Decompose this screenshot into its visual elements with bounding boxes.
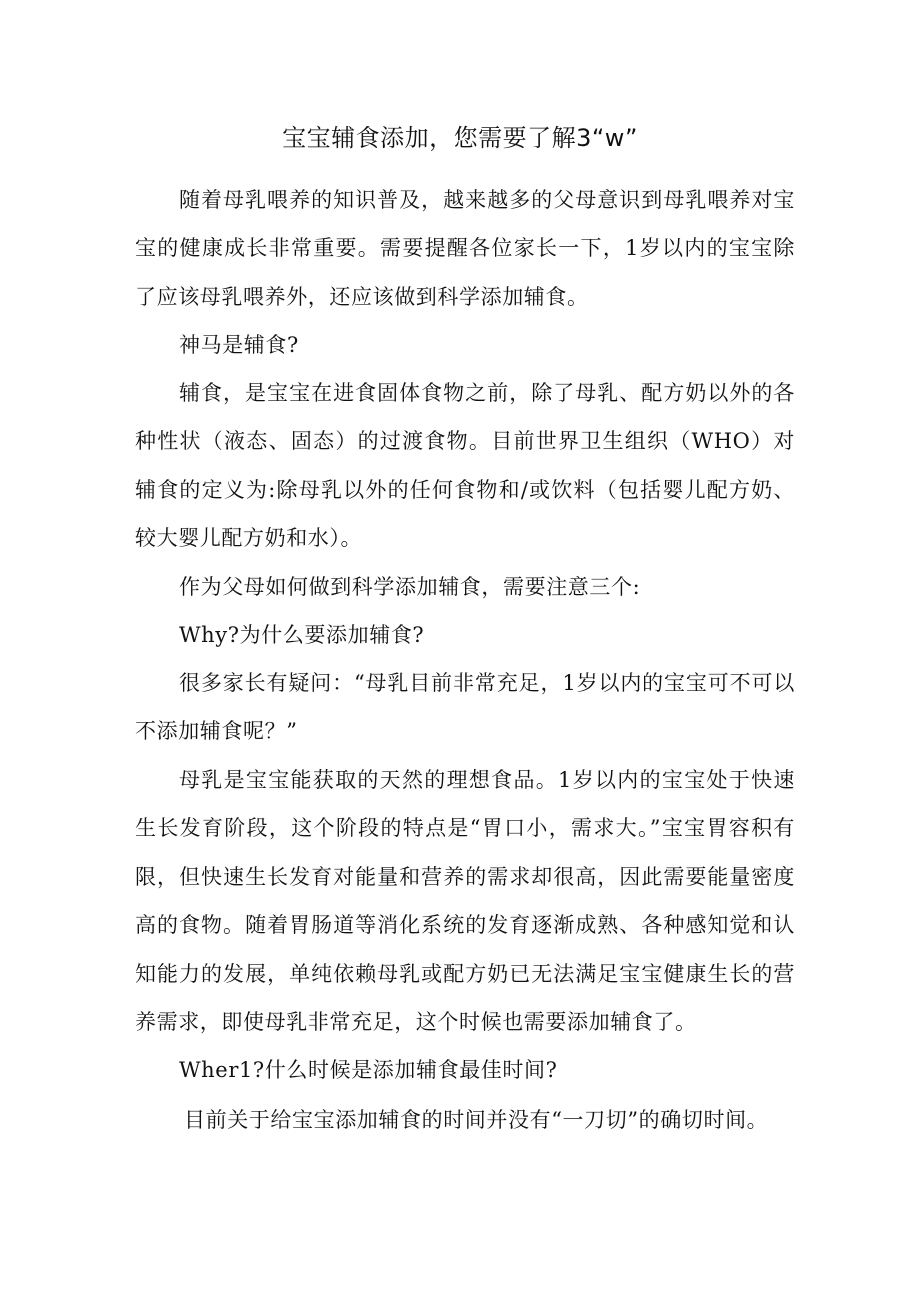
document-title: 宝宝辅食添加，您需要了解3“w” [282, 124, 638, 152]
paragraph-what-heading: 神马是辅食? [179, 333, 299, 357]
paragraph-three-points: 作为父母如何做到科学添加辅食，需要注意三个: [179, 575, 641, 599]
paragraph-why-heading: Why?为什么要添加辅食? [179, 623, 425, 647]
paragraph-why-answer: 母乳是宝宝能获取的天然的理想食品。1岁以内的宝宝处于快速生长发育阶段，这个阶段的特点是“胃口小，需求大。”宝宝胃容积有限，但快速生长发育对能量和营养的需求却很高，因此需要能量密度高的食物。随着胃肠道等消化系统的发育逐渐成熟、各种感知觉和认知能力的发展，单纯依赖母乳或配方奶已无法满足宝宝健康生长的营养需求，即使母乳非常充足，这个时候也需要添加辅食了。 [135, 768, 795, 1035]
paragraph-definition: 辅食，是宝宝在进食固体食物之前，除了母乳、配方奶以外的各种性状（液态、固态）的过渡食物。目前世界卫生组织（WHO）对辅食的定义为:除母乳以外的任何食物和/或饮料（包括婴儿配方奶、较大婴儿配方奶和水）。 [135, 381, 795, 551]
paragraph-when-heading: Wher1?什么时候是添加辅食最佳时间? [179, 1058, 558, 1082]
paragraph-parent-question: 很多家长有疑问：“母乳目前非常充足，1岁以内的宝宝可不可以不添加辅食呢？” [135, 671, 795, 744]
paragraph-when-answer: 目前关于给宝宝添加辅食的时间并没有“一刀切”的确切时间。 [184, 1108, 769, 1132]
paragraph-intro: 随着母乳喂养的知识普及，越来越多的父母意识到母乳喂养对宝宝的健康成长非常重要。需要提醒各位家长一下，1岁以内的宝宝除了应该母乳喂养外，还应该做到科学添加辅食。 [135, 188, 795, 309]
